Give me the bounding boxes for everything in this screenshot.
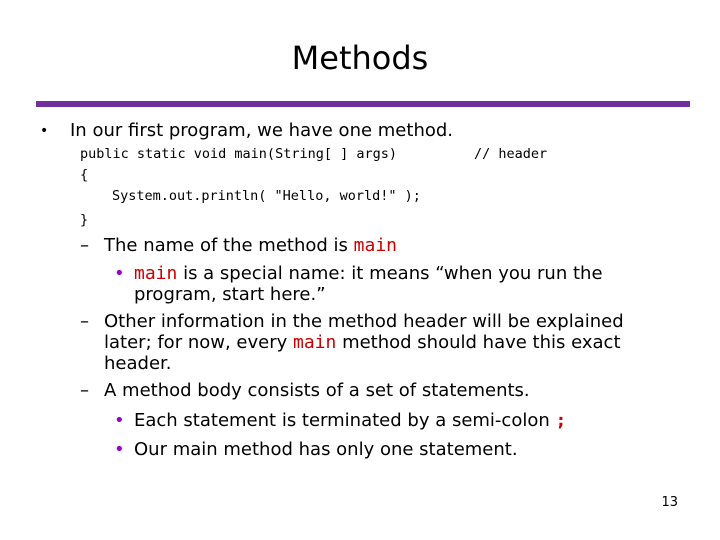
- sub-bullet-text: method should have this exact: [336, 332, 621, 353]
- subsub-bullet-marker: •: [114, 410, 125, 431]
- subsub-bullet-continuation: program, start here.”: [134, 284, 326, 305]
- sub-bullet-header-info-line1: Other information in the method header will be explained: [104, 311, 624, 332]
- page-number: 13: [661, 495, 678, 510]
- main-keyword: main: [292, 332, 337, 353]
- subsub-bullet-marker: •: [114, 263, 125, 284]
- sub-bullet-text: The name of the method is: [104, 235, 354, 256]
- subsub-bullet-marker: •: [114, 439, 125, 460]
- sub-bullet-marker: –: [80, 235, 89, 256]
- main-keyword: main: [353, 235, 397, 256]
- code-line-println: System.out.println( "Hello, world!" );: [112, 188, 421, 204]
- title-rule: [36, 101, 690, 107]
- bullet-first-program: In our first program, we have one method.: [70, 120, 454, 141]
- code-line-header: public static void main(String[ ] args): [80, 146, 397, 162]
- subsub-bullet-main-special: [134, 263, 603, 285]
- sub-bullet-header-info-line2: [104, 332, 621, 354]
- subsub-bullet-text: is a special name: it means “when you run the: [177, 263, 603, 284]
- code-line-comment: // header: [474, 146, 548, 162]
- code-line-close-brace: }: [80, 212, 89, 228]
- code-line-open-brace: {: [80, 167, 89, 183]
- sub-bullet-header-info-line3: header.: [104, 353, 172, 374]
- main-keyword: main: [134, 263, 178, 284]
- semicolon-symbol: ;: [555, 410, 567, 431]
- sub-bullet-marker: –: [80, 380, 89, 401]
- subsub-bullet-semicolon: [134, 410, 566, 432]
- sub-bullet-method-name: [104, 235, 397, 257]
- slide-title: Methods: [291, 39, 429, 77]
- subsub-bullet-text: Each statement is terminated by a semi-colon: [134, 410, 556, 431]
- subsub-bullet-one-statement: Our main method has only one statement.: [134, 439, 518, 460]
- sub-bullet-marker: –: [80, 311, 89, 332]
- sub-bullet-text: later; for now, every: [104, 332, 293, 353]
- top-bullet-marker: •: [40, 123, 49, 139]
- sub-bullet-method-body: A method body consists of a set of statements.: [104, 380, 530, 401]
